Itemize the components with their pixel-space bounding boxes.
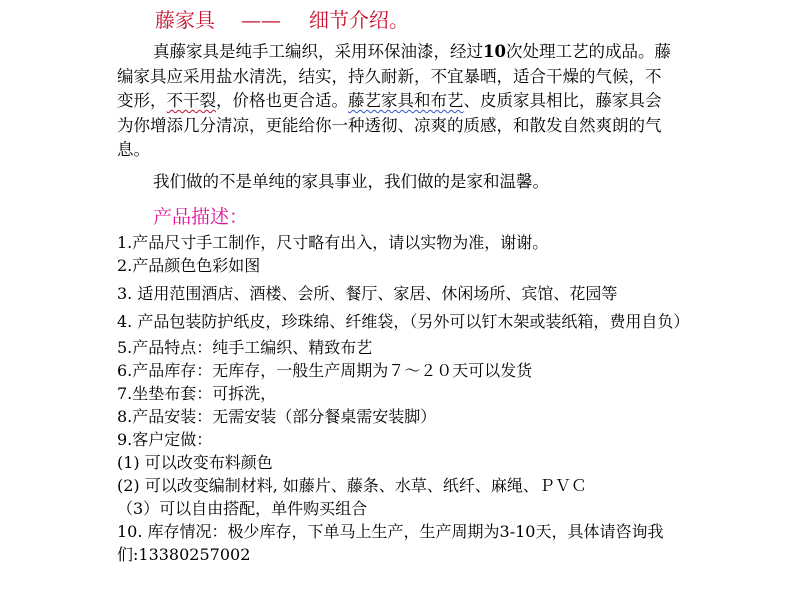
list-item: 8.产品安装：无需安装（部分餐桌需安装脚） xyxy=(117,407,437,426)
title-dash: —— xyxy=(241,8,281,32)
title-right: 细节介绍。 xyxy=(309,8,409,32)
product-description-list xyxy=(117,231,717,566)
list-item: 4. 产品包装防护纸皮，珍珠绵、纤维袋，（另外可以钉木架或装纸箱，费用自负） xyxy=(117,312,690,331)
list-item: (1) 可以改变布料颜色 xyxy=(117,453,273,472)
list-item: 6.产品库存：无库存，一般生产周期为７～２０天可以发货 xyxy=(117,361,533,380)
intro-wavy-1: 不干裂 xyxy=(166,91,216,110)
title-left: 藤家具 xyxy=(155,8,215,32)
list-item: （3）可以自由搭配，单件购买组合 xyxy=(117,499,368,518)
intro-wavy-2: 藤艺家具和布艺 xyxy=(348,91,464,110)
description-heading: 产品描述： xyxy=(153,206,249,228)
list-item: 1.产品尺寸手工制作，尺寸略有出入，请以实物为准，谢谢。 xyxy=(117,233,549,252)
list-item: 9.客户定做： xyxy=(117,430,213,449)
intro-text-3: ，价格也更合适。 xyxy=(216,91,348,110)
page-title xyxy=(155,6,409,34)
list-item: 3. 适用范围酒店、酒楼、会所、餐厅、家居、休闲场所、宾馆、花园等 xyxy=(117,284,618,303)
list-item: 5.产品特点：纯手工编织、精致布艺 xyxy=(117,338,373,357)
intro-paragraph xyxy=(117,40,677,163)
list-item: (2) 可以改变编制材料, 如藤片、藤条、水草、纸纤、麻绳、ＰＶＣ xyxy=(117,476,587,495)
list-item: 2.产品颜色色彩如图 xyxy=(117,256,261,275)
intro-text-1: 真藤家具是纯手工编织，采用环保油漆，经过 xyxy=(153,42,483,61)
intro-text-2: 次处理工艺的成品。藤编家具应采用盐水清洗，结实，持久耐新，不宜暴晒，适合干燥的气候，不变形， xyxy=(117,42,671,110)
list-item: 7.坐垫布套：可拆洗， xyxy=(117,384,277,403)
intro-number: 10 xyxy=(483,42,506,61)
slogan: 我们做的不是单纯的家具事业，我们做的是家和温馨。 xyxy=(153,172,549,191)
list-item: 10. 库存情况：极少库存，下单马上生产，生产周期为3-10天，具体请咨询我们:13380257002 xyxy=(117,522,664,564)
intro-text-4: 、皮质家具相比，藤家具会为你增添几分清凉，更能给你一种透彻、凉爽的质感，和散发自然爽朗的气息。 xyxy=(117,91,662,159)
